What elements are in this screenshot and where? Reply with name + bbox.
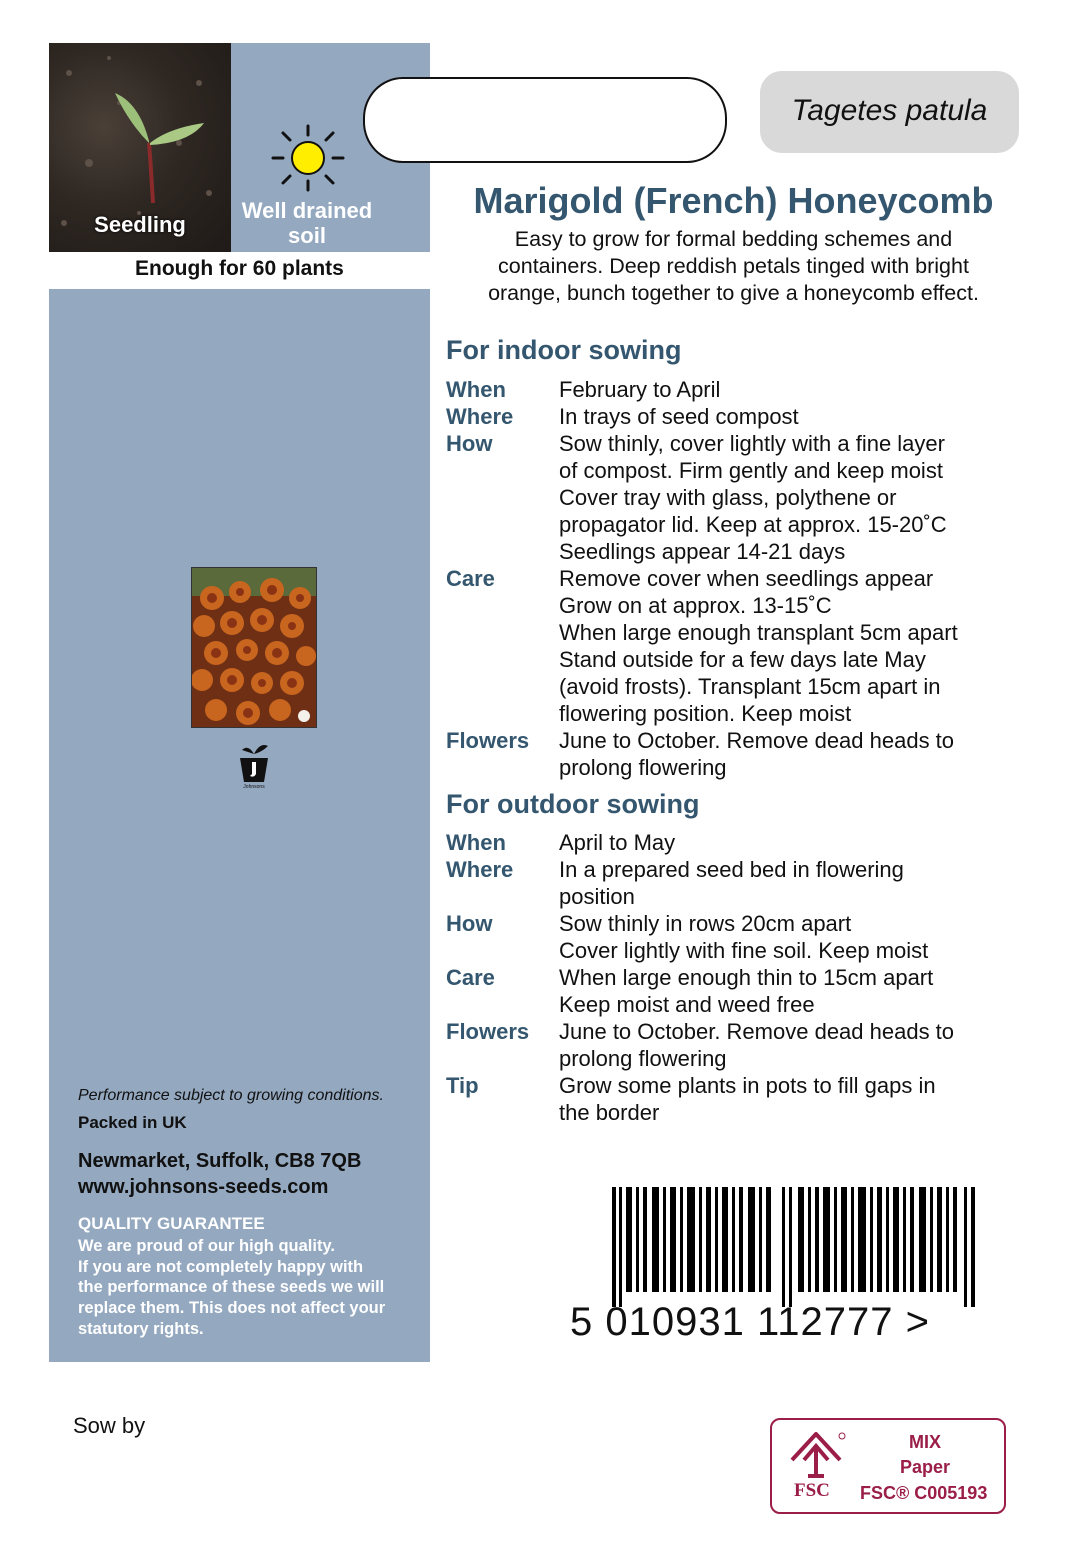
svg-text:Johnsons: Johnsons [243, 784, 265, 790]
outdoor-row-where: Where In a prepared seed bed in flowering position [446, 857, 904, 909]
plants-quantity: Enough for 60 plants [135, 257, 344, 280]
fsc-tree-icon [786, 1430, 846, 1482]
description: Easy to grow for formal bedding schemes and containers. Deep reddish petals tinged with bright orange, bunch together to give a honeycomb effect. [488, 227, 979, 305]
indoor-row-where: Where In trays of seed compost [446, 404, 799, 429]
indoor-row-flowers: Flowers June to October. Remove dead heads to prolong flowering [446, 728, 955, 780]
barcode [612, 1187, 988, 1307]
indoor-row-how: How Sow thinly, cover lightly with a fine layer of compost. Firm gently and keep moist Cover tray with glass, polythene or propagator lid. Keep at approx. 15-20˚C Seedlings appear 14-21 days [446, 431, 947, 564]
outdoor-row-care: Care When large enough thin to 15cm apart Keep moist and weed free [446, 965, 934, 1017]
outdoor-instructions [446, 829, 1046, 1126]
indoor-instructions [446, 376, 1046, 781]
outdoor-row-when: When April to May [446, 830, 676, 855]
indoor-heading: For indoor sowing [446, 335, 682, 365]
soil-label: Well drained soil [241, 198, 373, 248]
quality-text: We are proud of our high quality. If you are not completely happy with the performance of these seeds we will replace them. This does not affect your statutory rights. [78, 1237, 386, 1338]
barcode-number: 5 010931 112777 > [570, 1300, 930, 1344]
fsc-code: FSC® C005193 [860, 1483, 988, 1503]
sow-by: Sow by [73, 1413, 146, 1438]
fsc-label: FSC [794, 1480, 830, 1501]
outdoor-row-tip: Tip Grow some plants in pots to fill gaps in the border [446, 1073, 936, 1125]
performance-note: Performance subject to growing conditions. [78, 1087, 384, 1104]
sun-icon [270, 124, 346, 192]
outdoor-row-how: How Sow thinly in rows 20cm apart Cover lightly with fine soil. Keep moist [446, 911, 929, 963]
address [78, 1148, 361, 1200]
label-oval [363, 77, 727, 163]
seedling-label: Seedling [94, 212, 186, 237]
brand-logo-icon [236, 742, 272, 790]
latin-name: Tagetes patula [791, 94, 988, 127]
address-line: Newmarket, Suffolk, CB8 7QB [78, 1150, 362, 1172]
indoor-row-when: When February to April [446, 377, 721, 402]
outdoor-row-flowers: Flowers June to October. Remove dead heads to prolong flowering [446, 1019, 955, 1071]
packed-in: Packed in UK [78, 1113, 187, 1132]
quality-title: QUALITY GUARANTEE [78, 1214, 265, 1233]
product-photo [191, 567, 317, 728]
fsc-mix-paper: MIX Paper [899, 1432, 951, 1477]
indoor-row-care: Care Remove cover when seedlings appear Grow on at approx. 13-15˚C When large enough transplant 5cm apart Stand outside for a few days late May (avoid frosts). Transplant 15cm apart in flowering position. Keep moist [446, 566, 958, 726]
page-title: Marigold (French) Honeycomb [473, 180, 994, 221]
outdoor-heading: For outdoor sowing [446, 789, 700, 819]
website: www.johnsons-seeds.com [78, 1176, 329, 1198]
